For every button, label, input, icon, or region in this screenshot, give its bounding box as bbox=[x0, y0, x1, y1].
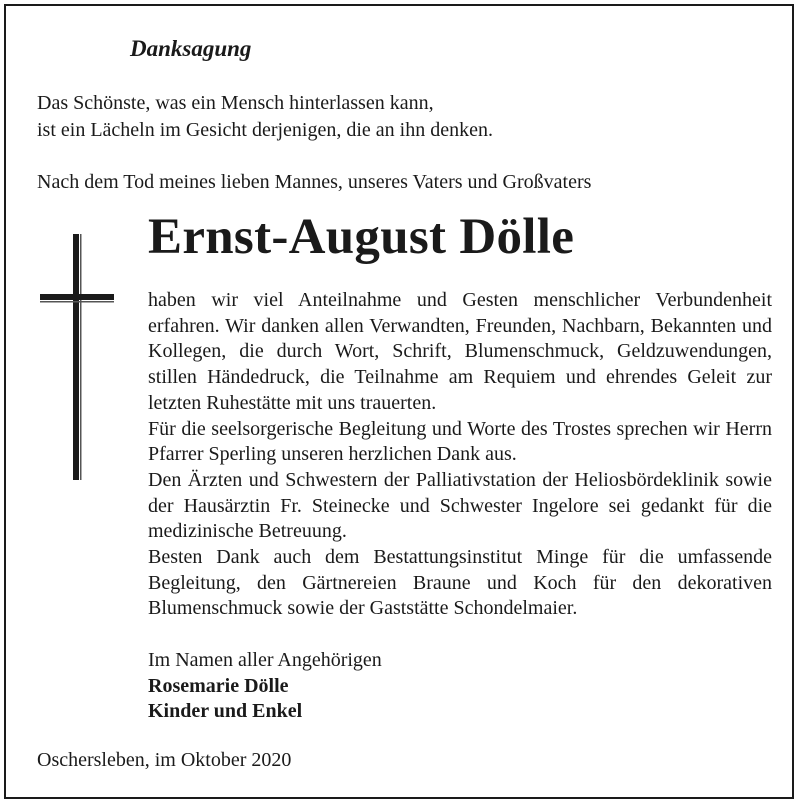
poem bbox=[37, 90, 493, 144]
poem-line: Das Schönste, was ein Mensch hinterlassen kann, bbox=[37, 92, 434, 114]
signoff-line: Im Namen aller Angehörigen bbox=[148, 649, 382, 671]
thanks-text bbox=[148, 288, 772, 622]
intro-line: Nach dem Tod meines lieben Mannes, unseres Vaters und Großvaters bbox=[37, 171, 592, 193]
paragraph: Für die seelsorgerische Begleitung und Worte des Trostes sprechen wir Herrn Pfarrer Sperling unseren herzlichen Dank aus. bbox=[148, 417, 772, 466]
signoff bbox=[148, 648, 382, 725]
paragraph: Besten Dank auch dem Bestattungsinstitut Minge für die umfassende Begleitung, den Gärtnereien Braune und Koch für den dekorativen Blumenschmuck sowie der Gaststätte Schondelmaier. bbox=[148, 546, 772, 620]
poem-line: ist ein Lächeln im Gesicht derjenigen, die an ihn denken. bbox=[37, 119, 493, 141]
signoff-name: Rosemarie Dölle bbox=[148, 674, 289, 697]
deceased-name: Ernst-August Dölle bbox=[148, 209, 575, 265]
cross-icon bbox=[40, 234, 114, 480]
obituary-frame bbox=[4, 4, 794, 799]
paragraph: Den Ärzten und Schwestern der Palliativstation der Heliosbördeklinik sowie der Hausärztin Fr. Steinecke und Schwester Ingelore sei gedankt für die medizinische Betreuung. bbox=[148, 468, 772, 543]
paragraph: haben wir viel Anteilnahme und Gesten menschlicher Verbundenheit erfahren. Wir danken allen Verwandten, Freunden, Nachbarn, Bekannten und Kollegen, die durch Wort, Schrift, Blumenschmuck, Geldzuwendungen, stillen Händedruck, die Teilnahme am Requiem und ehrendes Geleit zur letzten Ruhestätte mit uns trauerten. bbox=[148, 289, 772, 414]
signoff-family: Kinder und Enkel bbox=[148, 700, 303, 723]
heading: Danksagung bbox=[130, 36, 252, 61]
place-date: Oschersleben, im Oktober 2020 bbox=[37, 749, 292, 771]
